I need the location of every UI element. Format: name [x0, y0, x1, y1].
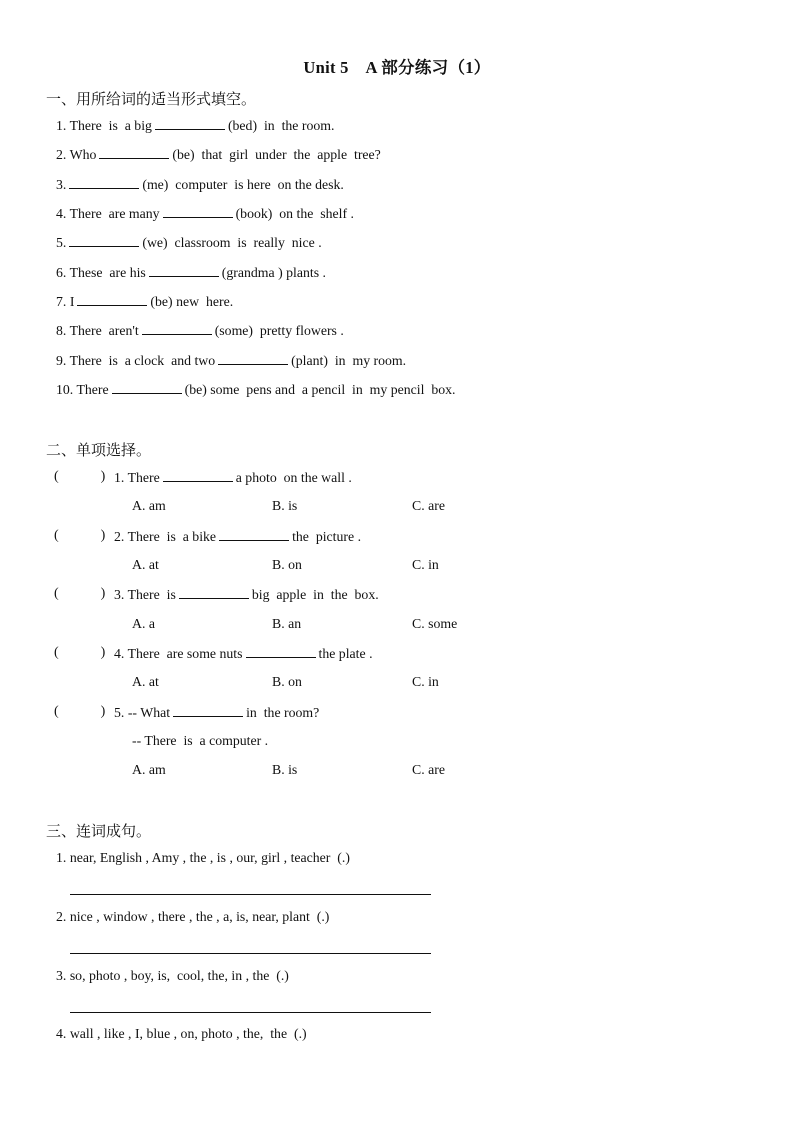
- answer-blank[interactable]: [69, 234, 139, 247]
- option-b[interactable]: B. is: [272, 498, 298, 513]
- item-hint: (bed) in the room.: [227, 118, 335, 133]
- question-number: 3.: [114, 587, 125, 602]
- answer-line[interactable]: [70, 1012, 431, 1013]
- question-text: There is: [127, 587, 176, 602]
- answer-paren[interactable]: ( ): [54, 586, 106, 601]
- question-text: a photo on the wall .: [235, 470, 352, 485]
- fill-item-7: [56, 293, 233, 310]
- fill-item-6: [56, 264, 326, 281]
- answer-line[interactable]: [70, 894, 431, 895]
- word-order-item-2: [56, 909, 329, 925]
- option-a[interactable]: A. am: [132, 762, 166, 777]
- question-number: 5.: [114, 705, 125, 720]
- fill-item-5: [56, 234, 322, 251]
- choice-question-3: [114, 586, 379, 603]
- option-b[interactable]: B. on: [272, 674, 302, 689]
- item-number: 7.: [56, 294, 67, 309]
- answer-blank: [246, 645, 316, 658]
- item-text: There is a clock and two: [69, 353, 216, 368]
- item-hint: (plant) in my room.: [291, 353, 407, 368]
- answer-blank[interactable]: [99, 146, 169, 159]
- item-hint: (be) some pens and a pencil in my pencil box.: [184, 382, 456, 397]
- item-number: 5.: [56, 235, 67, 250]
- question-text: in the room?: [246, 705, 320, 720]
- section-1-heading: 一、用所给词的适当形式填空。: [46, 92, 257, 108]
- item-number: 1.: [56, 118, 67, 133]
- choice-question-1: [114, 469, 352, 486]
- item-number: 2.: [56, 909, 67, 924]
- option-c[interactable]: C. some: [412, 616, 458, 631]
- item-number: 10.: [56, 382, 74, 397]
- answer-blank[interactable]: [149, 264, 219, 277]
- item-number: 3.: [56, 177, 67, 192]
- fill-item-9: [56, 352, 406, 369]
- item-number: 8.: [56, 323, 67, 338]
- question-number: 1.: [114, 470, 125, 485]
- item-number: 1.: [56, 850, 67, 865]
- item-hint: (be) new here.: [150, 294, 234, 309]
- item-number: 3.: [56, 968, 67, 983]
- choice-question-4: [114, 645, 373, 662]
- fill-item-3: [56, 176, 344, 193]
- answer-blank: [173, 704, 243, 717]
- answer-paren[interactable]: ( ): [54, 704, 106, 719]
- item-words: so, photo , boy, is, cool, the, in , the (.): [69, 968, 289, 983]
- item-hint: (some) pretty flowers .: [214, 323, 344, 338]
- answer-blank[interactable]: [163, 205, 233, 218]
- item-words: wall , like , I, blue , on, photo , the, the (.): [69, 1026, 307, 1041]
- item-text: I: [69, 294, 75, 309]
- option-b[interactable]: B. on: [272, 557, 302, 572]
- question-number: 4.: [114, 646, 125, 661]
- choice-question-5: [114, 704, 319, 721]
- page-title: Unit 5 A 部分练习（1）: [303, 58, 491, 77]
- option-c[interactable]: C. are: [412, 498, 445, 513]
- fill-item-1: [56, 117, 334, 134]
- question-text: the plate .: [318, 646, 373, 661]
- item-text: There aren't: [69, 323, 139, 338]
- fill-item-2: [56, 146, 381, 163]
- item-number: 6.: [56, 265, 67, 280]
- word-order-item-1: [56, 850, 350, 866]
- answer-paren[interactable]: ( ): [54, 469, 106, 484]
- section-3-heading: 三、连词成句。: [46, 824, 152, 840]
- answer-blank[interactable]: [77, 293, 147, 306]
- answer-blank[interactable]: [155, 117, 225, 130]
- item-text: These are his: [69, 265, 146, 280]
- item-text: Who: [69, 147, 97, 162]
- question-text: There is a bike: [127, 529, 217, 544]
- option-a[interactable]: A. at: [132, 674, 159, 689]
- option-a[interactable]: A. am: [132, 498, 166, 513]
- item-hint: (me) computer is here on the desk.: [142, 177, 344, 192]
- item-text: There is a big: [69, 118, 152, 133]
- choice-question-2: [114, 528, 361, 545]
- question-text: There: [127, 470, 160, 485]
- option-c[interactable]: C. are: [412, 762, 445, 777]
- item-words: near, English , Amy , the , is , our, girl , teacher (.): [69, 850, 350, 865]
- answer-paren[interactable]: ( ): [54, 528, 106, 543]
- question-text: big apple in the box.: [251, 587, 379, 602]
- option-a[interactable]: A. a: [132, 616, 155, 631]
- answer-paren[interactable]: ( ): [54, 645, 106, 660]
- fill-item-4: [56, 205, 354, 222]
- answer-blank[interactable]: [142, 322, 212, 335]
- item-number: 2.: [56, 147, 67, 162]
- answer-blank: [219, 528, 289, 541]
- question-text: There are some nuts: [127, 646, 243, 661]
- item-words: nice , window , there , the , a, is, near, plant (.): [69, 909, 330, 924]
- question-reply: -- There is a computer .: [132, 733, 269, 748]
- option-b[interactable]: B. an: [272, 616, 302, 631]
- answer-blank[interactable]: [112, 381, 182, 394]
- item-hint: (be) that girl under the apple tree?: [172, 147, 381, 162]
- item-number: 9.: [56, 353, 67, 368]
- answer-blank: [163, 469, 233, 482]
- option-c[interactable]: C. in: [412, 674, 439, 689]
- item-text: There are many: [69, 206, 160, 221]
- answer-blank[interactable]: [69, 176, 139, 189]
- item-hint: (book) on the shelf .: [235, 206, 354, 221]
- item-number: 4.: [56, 1026, 67, 1041]
- item-number: 4.: [56, 206, 67, 221]
- fill-item-10: [56, 381, 456, 398]
- option-b[interactable]: B. is: [272, 762, 298, 777]
- question-text: -- What: [127, 705, 171, 720]
- answer-blank[interactable]: [218, 352, 288, 365]
- answer-blank: [179, 586, 249, 599]
- option-a[interactable]: A. at: [132, 557, 159, 572]
- word-order-item-3: [56, 968, 289, 984]
- item-hint: (grandma ) plants .: [221, 265, 327, 280]
- option-c[interactable]: C. in: [412, 557, 439, 572]
- answer-line[interactable]: [70, 953, 431, 954]
- item-hint: (we) classroom is really nice .: [142, 235, 322, 250]
- word-order-item-4: [56, 1026, 307, 1042]
- fill-item-8: [56, 322, 344, 339]
- question-text: the picture .: [292, 529, 362, 544]
- section-2-heading: 二、单项选择。: [46, 443, 152, 459]
- question-number: 2.: [114, 529, 125, 544]
- item-text: There: [76, 382, 109, 397]
